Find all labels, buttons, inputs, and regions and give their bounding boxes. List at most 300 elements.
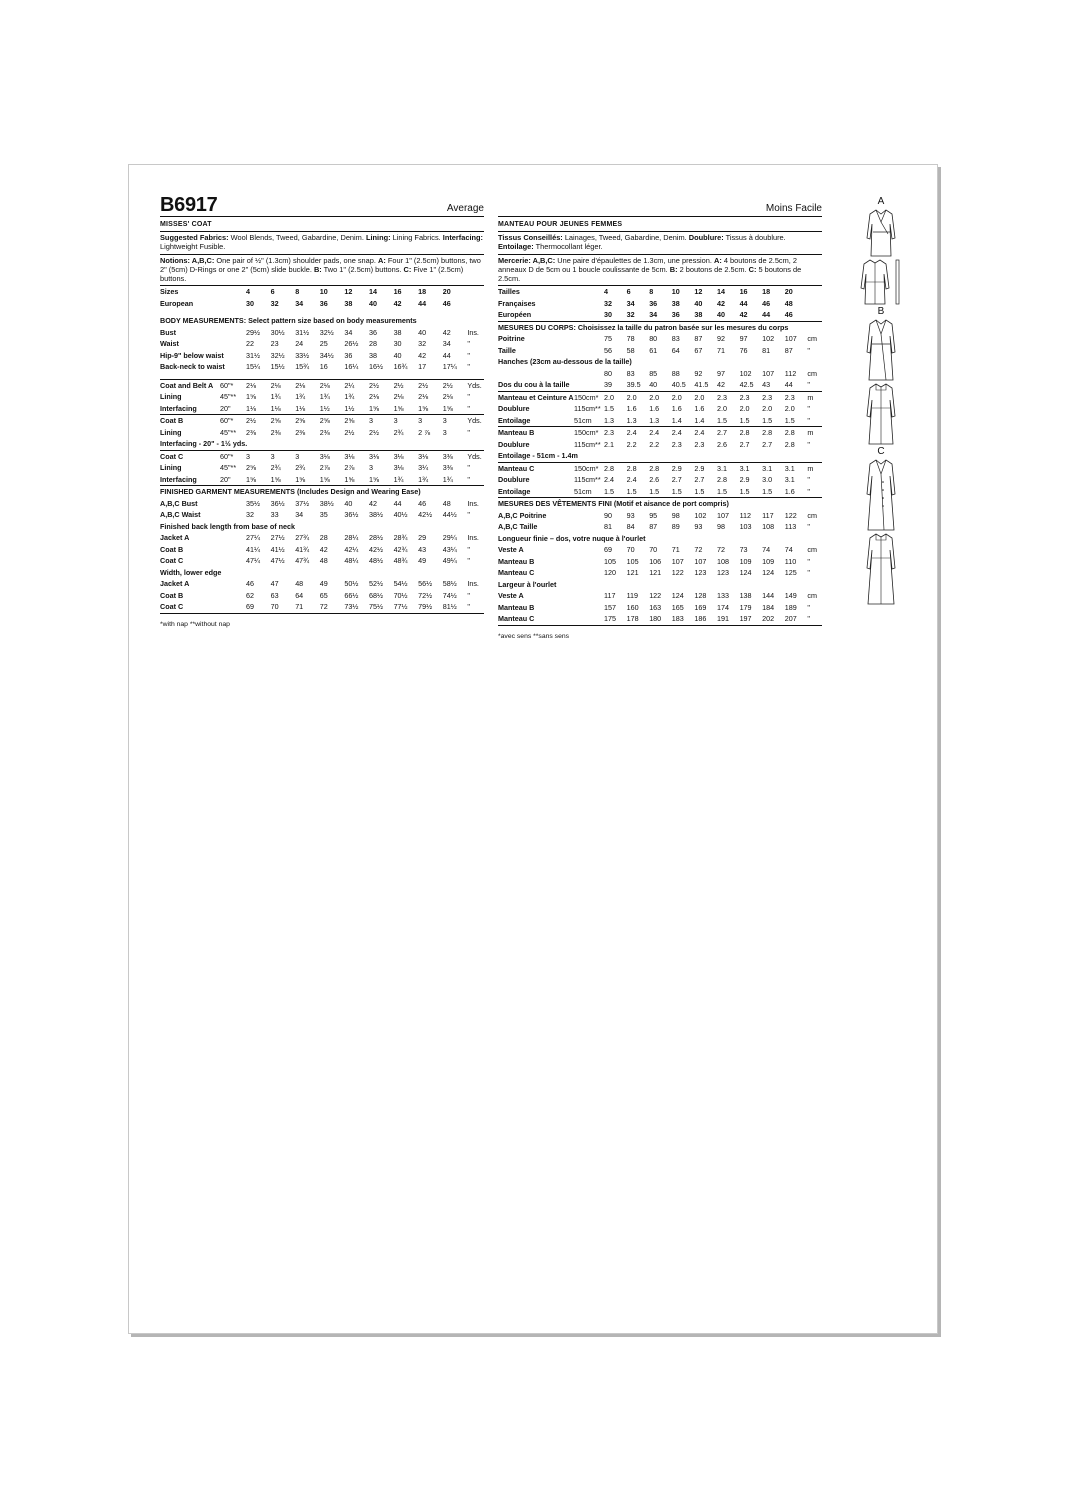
size-value: 108 [716,556,729,566]
size-value: 1⅝ [393,403,404,413]
size-value: 41.5 [694,380,709,390]
section-heading-row [498,450,822,462]
section-heading-row [498,356,822,368]
size-value: 102 [762,334,775,344]
size-value: 36 [368,327,377,337]
size-value: 1.5 [762,486,773,496]
unit-label: " [807,556,810,566]
fabrics-label-fr: Tissus Conseillés: [498,233,563,243]
row-label: Manteau B [498,602,535,612]
measurement-row [160,450,484,462]
notions-label: Notions: A,B,C: [160,255,215,265]
size-value: 38 [344,298,353,308]
size-value: 117 [762,510,774,520]
size-value: 70 [626,545,635,555]
size-value: 27¼ [246,533,260,543]
size-value: 42 [442,327,451,337]
size-value: 1.3 [604,415,614,425]
size-value: 58 [626,345,635,355]
row-label: Manteau C [498,568,535,578]
unit-label: cm [807,368,817,378]
size-value: 81 [604,522,612,532]
size-value: 2¾ [295,463,306,473]
size-value: 33½ [295,350,310,360]
size-value: 3 [394,415,419,427]
size-value: 69 [246,602,254,612]
size-value: 48 [442,498,451,508]
unit-label: " [467,463,470,473]
fabric-width [220,578,246,590]
row-label: A,B,C Waist [160,510,201,520]
size-value: 97 [716,368,725,378]
row-label: Manteau C [498,614,535,624]
size-value: 165 [671,602,684,612]
size-value: 106 [649,556,662,566]
fabric-width [220,498,246,510]
coat-c-back-icon [864,532,898,606]
size-value: 70 [270,602,279,612]
unit-label: " [807,380,810,390]
size-value: 1.5 [716,486,727,496]
fabric-width [574,379,604,391]
size-value: 36½ [270,498,285,508]
size-value: 73½ [344,602,359,612]
size-value: 3.1 [717,462,740,474]
size-value: 178 [626,614,639,624]
size-value: 1.5 [739,486,750,496]
size-value: 74½ [442,590,457,600]
size-value: 3¼ [418,463,429,473]
size-value: 36 [649,298,658,308]
size-value: 124 [671,591,684,601]
size-value: 2⅛ [246,379,271,391]
size-value: 2.8 [604,462,627,474]
size-value: 92 [694,368,703,378]
size-value: 3 [443,415,468,427]
size-value: 133 [716,591,729,601]
size-value: 119 [626,591,639,601]
row-label: Lining [160,463,182,473]
size-value: 2.1 [604,439,614,449]
size-value: 70 [649,545,658,555]
row-label: Hip-9" below waist [160,350,224,360]
size-value: 103 [739,522,752,532]
fabric-width: 150cm* [574,391,604,403]
suggested-fabrics-fr [498,232,822,254]
size-value: 62 [246,590,254,600]
size-value: 15¼ [246,362,260,372]
interfacing-label-fr: Entoilage: [498,242,534,252]
notions-text: One pair of ½" (1.3cm) shoulder pads, one snap. [214,255,378,265]
size-value: 42½ [368,544,383,554]
size-value: 40.5 [671,380,686,390]
size-value: 72 [716,545,725,555]
size-value: 70½ [393,590,408,600]
size-value: 97 [739,334,748,344]
unit-label: " [467,350,470,360]
size-value: 1⅝ [344,474,355,484]
size-value: 179 [739,602,752,612]
size-value: 38 [694,310,703,320]
size-value: 1¾ [418,474,429,484]
fabric-width [574,309,604,321]
unit-label [807,298,822,310]
size-value: 123 [694,568,707,578]
size-value: 79½ [418,602,433,612]
row-label: Coat C [160,602,184,612]
section-heading-row [498,579,822,591]
lining-text: Lining Fabrics. [390,233,443,243]
size-value: 122 [784,510,797,520]
size-value: 36 [319,298,328,308]
size-value: 44½ [442,510,457,520]
size-value: 2.7 [694,475,705,485]
row-label: Lining [160,427,182,437]
size-value: 3⅛ [344,450,369,462]
fabric-width [574,345,604,357]
suggested-fabrics [160,232,484,254]
size-value: 32 [270,298,279,308]
coat-a-front-icon [864,208,898,258]
unit-label: " [807,404,810,414]
technical-sketches [858,196,904,606]
notions-text-fr: Une paire d'épaulettes de 1.3cm, une pression. [555,255,714,265]
size-value: 2.7 [671,475,682,485]
size-value: 26½ [344,339,359,349]
size-value: 40 [368,298,377,308]
fabric-width: 20" [220,403,231,413]
garment-title: MISSES' COAT [160,219,484,232]
notions-a-text-fr: 4 boutons de 2.5cm, 2 anneaux D de 5cm ou 1 boucle coulissante de 5cm. [498,255,797,274]
size-value: 32 [604,298,612,308]
size-value: 149 [784,591,797,601]
size-value: 32 [418,339,427,349]
size-value: 36 [671,310,680,320]
size-value: 3 [418,415,443,427]
fabric-width: 115cm** [574,475,601,485]
size-value: 30 [604,310,612,320]
size-value: 27¾ [295,533,310,543]
fabric-width: 45"** [220,463,237,473]
size-value: 58½ [442,579,457,589]
measurement-row [160,590,484,602]
fabric-width [220,338,246,350]
pattern-number: B6917 [160,194,218,216]
size-value: 2.3 [671,439,682,449]
size-value: 6 [270,287,275,297]
row-label: Taille [498,345,516,355]
size-value: 38 [393,327,402,337]
size-value: 65 [319,590,328,600]
size-value: 80 [649,334,658,344]
size-value: 1⅝ [246,474,256,484]
section-heading-row [160,486,484,498]
size-value: 71 [671,545,680,555]
size-value: 49¼ [442,556,457,566]
size-value: 109 [739,556,752,566]
size-value: 2.7 [762,439,773,449]
size-value: 2.3 [604,427,627,439]
size-value: 2⅝ [320,415,345,427]
fabric-width: 115cm** [574,439,601,449]
size-value: 38 [368,350,377,360]
size-value: 2.0 [604,391,627,403]
row-label: Coat B [160,415,220,427]
size-value: 2⅝ [295,415,320,427]
measurement-row [498,544,822,556]
size-value: 1⅝ [295,474,306,484]
measurement-row [160,509,484,521]
size-value: 1.5 [762,415,773,425]
size-value: 49 [418,556,427,566]
size-value: 28 [368,339,377,349]
size-value: 1¾ [393,474,404,484]
size-value: 2.8 [649,462,672,474]
size-value: 42¾ [393,544,408,554]
size-value: 90 [604,510,612,520]
row-label: Coat C [160,556,184,566]
size-value: 47 [270,579,279,589]
fabrics-text: Wool Blends, Tweed, Gabardine, Denim. [228,233,366,243]
measurement-row [498,474,822,486]
size-value: 186 [694,614,707,624]
unit-label: Yds. [467,415,484,427]
size-value: 30 [246,298,254,308]
size-value: 44 [739,298,748,308]
size-value: 109 [762,556,775,566]
size-value: 48½ [368,556,383,566]
size-value: 4 [246,287,250,297]
unit-label: m [807,391,822,403]
size-value: 197 [739,614,752,624]
size-value: 43 [418,544,427,554]
size-value: 122 [671,568,684,578]
size-value: 47¼ [246,556,260,566]
size-value: 46 [418,498,427,508]
size-value: 1.5 [671,486,682,496]
size-value: 3⅜ [443,450,468,462]
size-value: 191 [716,614,729,624]
measurement-row [160,555,484,567]
size-value: 124 [739,568,752,578]
row-label: Interfacing [160,403,197,413]
size-value: 28 [319,533,328,543]
size-value: 2⅝ [271,415,296,427]
coat-a-back-icon [858,258,904,306]
size-value: 2¾ [270,463,281,473]
size-value: 1.5 [716,415,727,425]
size-value: 2½ [368,427,379,437]
size-value: 2⅜ [295,427,306,437]
size-value: 2.4 [627,427,650,439]
size-value: 1.3 [649,415,660,425]
size-value: 40 [344,498,353,508]
row-label: Européen [498,310,532,320]
size-row [498,309,822,321]
size-value: 1⅝ [418,403,429,413]
size-value: 2.4 [626,475,637,485]
section-heading: Entoilage - 51cm - 1.4m [498,451,578,461]
unit-label: cm [807,334,817,344]
notions [160,255,484,287]
fabric-width: 60"* [220,415,246,427]
size-value: 40 [649,380,658,390]
size-value: 42 [368,498,377,508]
fabric-width [220,286,246,298]
size-value: 1½ [344,403,355,413]
size-value: 42 [418,350,427,360]
size-value: 46 [246,579,254,589]
size-value: 202 [762,614,775,624]
size-value: 56½ [418,579,433,589]
measurement-row [498,510,822,522]
size-value: 41½ [270,544,285,554]
notions-c-text: Five 1" (2.5cm) buttons. [160,264,464,284]
notions-c-label-fr: C: [748,264,757,274]
size-value: 1.6 [784,486,795,496]
size-value: 2.0 [694,391,717,403]
fabric-width: 115cm** [574,404,601,414]
size-value: 112 [784,368,797,378]
size-value: 2⅜ [246,427,256,437]
size-value: 1⅝ [319,474,330,484]
unit-label: cm [807,510,817,520]
size-value: 2.8 [716,475,727,485]
size-value: 68½ [368,590,383,600]
row-label: Manteau C [498,462,574,474]
row-label: Interfacing [160,474,197,484]
measurement-row [498,403,822,415]
size-value: 122 [649,591,662,601]
row-label: Coat and Belt A [160,379,220,391]
size-value: 32½ [270,350,285,360]
size-value: 48 [784,298,793,308]
size-value: 2.8 [762,427,785,439]
size-value: 29 [418,533,427,543]
unit-label [807,309,822,321]
size-value: 42.5 [739,380,754,390]
size-value: 3.1 [784,475,795,485]
size-value: 31½ [246,350,260,360]
unit-label: Yds. [467,379,484,391]
size-value: 44 [762,310,771,320]
size-value: 183 [671,614,684,624]
size-value: 1¾ [319,392,330,402]
size-value: 1¾ [270,392,281,402]
footnote: *with nap **without nap [160,620,230,628]
section-heading-row [160,567,484,579]
row-label: Manteau B [498,556,535,566]
size-value: 14 [368,287,377,297]
size-row [498,286,822,298]
size-value: 72½ [418,590,433,600]
measurement-row [160,338,484,350]
size-value: 40 [393,350,402,360]
fabric-width [220,590,246,602]
size-value: 2⅜ [270,427,281,437]
row-label: Manteau B [498,427,574,439]
size-value: 42½ [418,510,433,520]
size-value: 10 [671,287,680,297]
unit-label: " [467,474,470,484]
size-value: 48¾ [393,556,408,566]
size-value: 12 [694,287,703,297]
size-value: 15½ [270,362,285,372]
fabric-width [574,510,604,522]
difficulty-label: Average [446,203,484,214]
size-value: 35½ [246,498,260,508]
section-heading: Interfacing - 20" - 1½ yds. [160,439,248,449]
size-value: 110 [784,556,797,566]
size-value: 1¾ [295,392,306,402]
row-label: Doublure [498,475,530,485]
size-value: 42 [716,380,725,390]
size-value: 87 [694,334,703,344]
size-value: 128 [694,591,707,601]
fabric-width [574,602,604,614]
size-value: 124 [762,568,775,578]
unit-label: " [807,522,810,532]
measurement-row [498,590,822,602]
size-value: 107 [762,368,775,378]
size-value: 1½ [319,403,330,413]
size-value: 56 [604,345,612,355]
row-label: Françaises [498,298,536,308]
size-value: 3 [295,450,320,462]
size-value: 2.3 [785,391,808,403]
size-value: 66½ [344,590,359,600]
size-value: 8 [649,287,654,297]
size-value: 2⅛ [320,379,345,391]
measurement-row [498,379,822,391]
size-value: 34 [295,510,304,520]
notions-fr [498,255,822,287]
unit-label: " [807,345,810,355]
unit-label: " [807,614,810,624]
table-end-rule-fr [498,625,822,626]
row-label: A,B,C Poitrine [498,510,547,520]
row-label: European [160,298,194,308]
size-value: 41¼ [246,544,260,554]
notions-c-label: C: [403,264,412,274]
size-value: 3⅛ [320,450,345,462]
size-value: 84 [626,522,635,532]
notions-a-label-fr: A: [714,255,722,265]
size-value: 2.9 [672,462,695,474]
fabric-width [574,368,604,380]
unit-label: " [807,568,810,578]
size-value: 98 [716,522,725,532]
size-value: 28¼ [344,533,359,543]
size-value: 88 [671,368,680,378]
size-value: 2⅝ [344,415,369,427]
coat-b-back-icon [864,382,898,446]
size-value: 1.6 [649,404,660,414]
size-value: 108 [762,522,775,532]
size-value: 77½ [393,602,408,612]
size-value: 18 [418,287,427,297]
row-label: Veste A [498,591,524,601]
size-value: 42 [739,310,748,320]
section-heading: MESURES DU CORPS: Choisissez la taille du patron basée sur les mesures du corps [498,321,822,333]
size-value: 169 [694,602,707,612]
size-row [160,298,484,310]
size-value: 34½ [319,350,334,360]
size-value: 38½ [368,510,383,520]
size-value: 2.3 [762,391,785,403]
unit-label: " [807,415,810,425]
size-value: 2.4 [694,427,717,439]
